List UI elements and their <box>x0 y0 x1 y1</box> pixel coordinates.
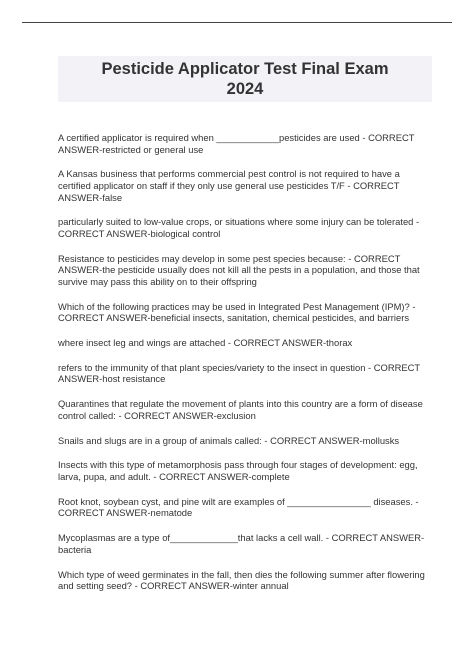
document-title <box>58 56 432 102</box>
question-answer-list <box>58 132 430 605</box>
title-line-2: 2024 <box>226 80 264 98</box>
qa-item: refers to the immunity of that plant species/variety to the insect in question - CORRECT ANSWER-host resistance <box>58 361 420 385</box>
qa-item: particularly suited to low-value crops, or situations where some injury can be tolerated - CORRECT ANSWER-biological control <box>58 216 420 239</box>
qa-item: Mycoplasmas are a type of_____________that lacks a cell wall. - CORRECT ANSWER-bacteria <box>58 532 425 555</box>
qa-item: Resistance to pesticides may develop in some pest species because: - CORRECT ANSWER-the pesticide usually does not kill all the pests in a population, and those that survive may pass this ability on to their offspring <box>58 252 420 287</box>
qa-item: Insects with this type of metamorphosis pass through four stages of development: egg, larva, pupa, and adult. - CORRECT ANSWER-complete <box>58 459 418 482</box>
qa-item: Snails and slugs are in a group of animals called: - CORRECT ANSWER-mollusks <box>58 434 400 446</box>
qa-item: A certified applicator is required when ____________pesticides are used - CORRECT ANSWER-restricted or general use <box>58 132 415 155</box>
qa-item: Which type of weed germinates in the fall, then dies the following summer after flowering and setting seed? - CORRECT ANSWER-winter annual <box>58 568 425 592</box>
top-divider <box>22 22 452 23</box>
title-line-1: Pesticide Applicator Test Final Exam <box>101 60 389 78</box>
qa-item: A Kansas business that performs commercial pest control is not required to have a certified applicator on staff if they only use general use pesticides T/F - CORRECT ANSWER-false <box>58 168 400 203</box>
qa-item: Quarantines that regulate the movement of plants into this country are a form of disease control called: - CORRECT ANSWER-exclusion <box>58 398 423 421</box>
qa-item: where insect leg and wings are attached - CORRECT ANSWER-thorax <box>58 337 353 349</box>
qa-item: Which of the following practices may be used in Integrated Pest Management (IPM)? - CORRECT ANSWER-beneficial insects, sanitation, chemical pesticides, and barriers <box>58 300 416 324</box>
qa-item: Root knot, soybean cyst, and pine wilt are examples of ________________ diseases. - CORRECT ANSWER-nematode <box>58 495 419 519</box>
